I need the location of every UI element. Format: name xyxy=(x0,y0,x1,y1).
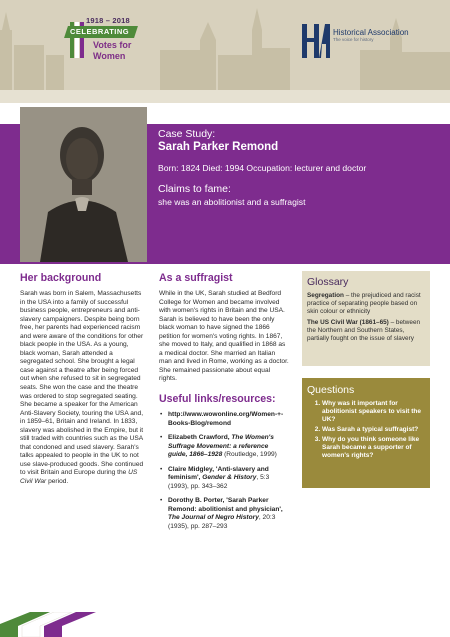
link-item: • Dorothy B. Porter, 'Sarah Parker Remond: abolitionist and physician', The Journal of Negro History, 20:3 (1935), pp. 287–293 xyxy=(168,497,289,531)
case-study-facts: Born: 1824 Died: 1994 Occupation: lecturer and doctor xyxy=(158,163,367,173)
question-item: 2. Was Sarah a typical suffragist? xyxy=(322,426,424,434)
city-skyline-illustration xyxy=(0,0,450,103)
glossary-entry: Segregation – the prejudiced and racist practice of separating people based on skin colour or ethnicity xyxy=(307,292,421,315)
link-item[interactable]: • http://www.wowonline.org/Women-+-Books-Blog/remond xyxy=(168,411,289,428)
background-text: Sarah was born in Salem, Massachusetts in the USA into a family of successful business people, entrepreneurs and anti-slavery campaigners. Despite being born free, her parents had experienced racism and were aware of the conditions for other black people in the USA. As a young, black woman, Sarah attended a segregated school. She brought a legal case against a theatre after being forced out when she refused to sit in segregated seats. She won the case and the theatre was ordered to stop segregated seating. She became a speaker for the American Anti-Slavery Society, touring the USA and, in 1859–61, Britain and Ireland. In 1833, slavery was abolished in the Empire, but it still traded with countries such as the USA that condoned and used slavery. Sarah's talks appealed to people in the UK to not use slave-produced goods. She continued to visit Britain and Europe during the US Civil War period. xyxy=(20,290,144,486)
celebration-banner-text: CELEBRATING xyxy=(70,27,130,36)
links-heading: Useful links/resources: xyxy=(159,393,276,406)
question-item: 3. Why do you think someone like Sarah became a supporter of women's rights? xyxy=(322,436,424,460)
organisation-tagline: The voice for history xyxy=(333,37,374,42)
case-study-label: Case Study: xyxy=(158,128,216,140)
background-heading: Her background xyxy=(20,272,102,284)
questions-box xyxy=(302,378,430,488)
suffragist-text: While in the UK, Sarah studied at Bedford College for Women and became involved with women's rights in Britain and the USA. Sarah is believed to have been the only black woman to have signed the 1866 petition for women's voting rights. In 1867, she moved to Italy, and qualified in 1868 as a medical doctor. She married an Italian man and lived in Rome, working as a doctor. She remained passionate about equal rights. xyxy=(159,290,289,383)
portrait-photo xyxy=(20,107,147,262)
organisation-name: Historical Association xyxy=(333,28,409,37)
glossary-entry: The US Civil War (1861–65) – between the Northern and Southern States, partially fought on the issue of slavery xyxy=(307,319,421,342)
links-list xyxy=(159,411,289,532)
suffragist-section xyxy=(159,272,289,538)
link-item: • Claire Midgley, 'Anti-slavery and feminism', Gender & History, 5:3 (1993), pp. 343–362 xyxy=(168,466,289,492)
claims-text: she was an abolitionist and a suffragist xyxy=(158,197,306,207)
claims-heading: Claims to fame: xyxy=(158,183,231,195)
background-section xyxy=(20,272,145,487)
header-banner xyxy=(0,0,450,103)
case-study-name: Sarah Parker Remond xyxy=(158,141,279,153)
celebration-years: 1918 – 2018 xyxy=(86,16,130,25)
glossary-heading: Glossary xyxy=(307,276,349,288)
link-item: • Elizabeth Crawford, The Women's Suffrage Movement: a reference guide, 1866–1928 (Routledge, 1999) xyxy=(168,434,289,460)
question-item: 1. Why was it important for abolitionist speakers to visit the UK? xyxy=(322,400,424,424)
celebration-line-1: Votes for xyxy=(93,40,132,50)
questions-heading: Questions xyxy=(307,384,355,396)
questions-list xyxy=(302,400,430,460)
suffragist-heading: As a suffragist xyxy=(159,272,233,284)
historical-association-logo-icon xyxy=(300,22,332,60)
glossary-box xyxy=(302,271,430,366)
celebration-line-2: Women xyxy=(93,51,126,61)
suffrage-stripes-footer-icon xyxy=(0,612,110,637)
